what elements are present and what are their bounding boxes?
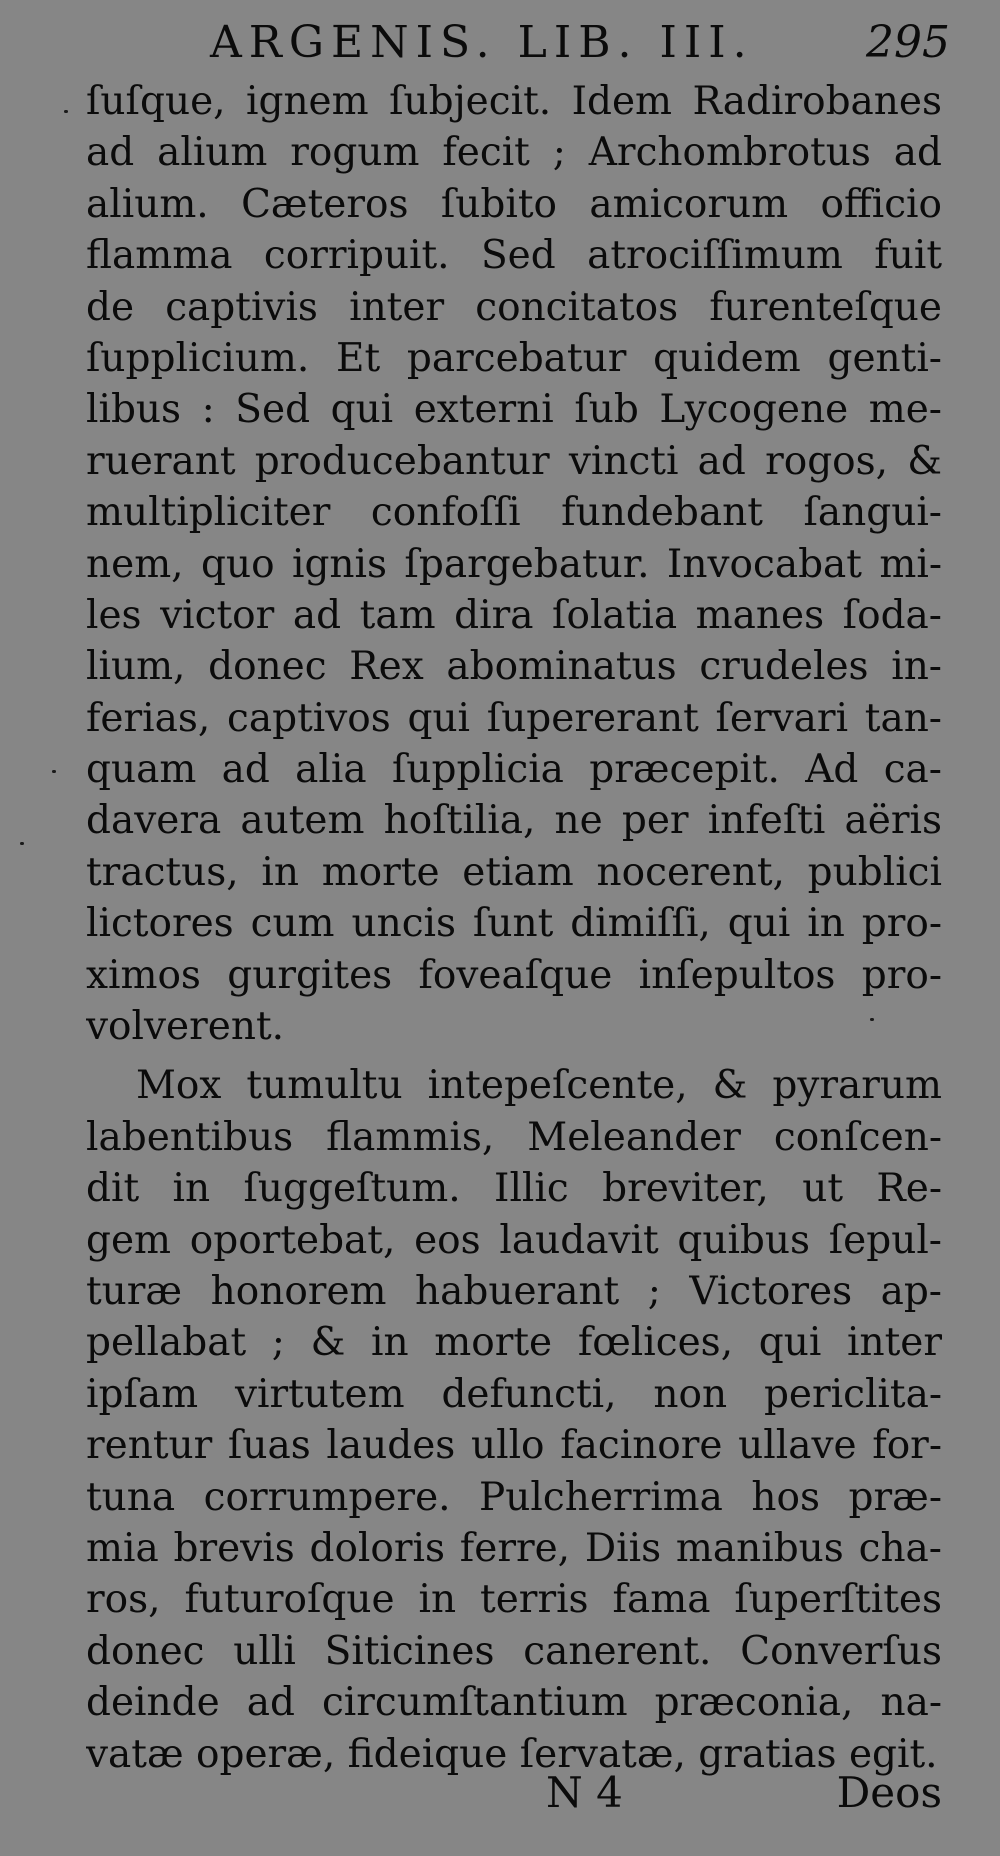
text-line: davera autem hoſtilia, ne per infeſti aëris — [86, 798, 942, 844]
paragraph — [86, 76, 942, 1052]
text-line: ſuſque, ignem ſubjecit. Idem Radirobanes — [86, 79, 942, 124]
text-line: mia brevis doloris ferre, Diis manibus cha- — [86, 1525, 942, 1571]
text-line: turæ honorem habuerant ; Victores ap- — [86, 1268, 942, 1314]
text-line: ximos gurgites foveaſque inſepultos pro- — [86, 952, 942, 998]
page-footer — [86, 1768, 942, 1818]
paragraph-gap — [86, 1052, 942, 1060]
ink-speck — [870, 1018, 874, 1021]
text-line: ruerant producebantur vincti ad rogos, & — [86, 438, 942, 484]
text-line: lium, donec Rex abominatus crudeles in- — [86, 644, 942, 690]
text-line: alium. Cæteros ſubito amicorum officio — [86, 181, 942, 227]
text-line: tuna corrumpere. Pulcherrima hos præ- — [86, 1474, 942, 1520]
text-line: labentibus flammis, Meleander conſcen- — [86, 1114, 942, 1160]
text-line: rentur ſuas laudes ullo facinore ullave for- — [86, 1423, 942, 1469]
page-number: 295 — [866, 17, 950, 68]
text-line: ſupplicium. Et parcebatur quidem genti- — [86, 335, 942, 381]
text-line: deinde ad circumſtantium præconia, na- — [86, 1680, 942, 1726]
page-header — [210, 18, 950, 68]
catchword: Deos — [836, 1768, 942, 1817]
text-line: flamma corripuit. Sed atrociſſimum fuit — [86, 233, 942, 279]
text-line: ad alium rogum fecit ; Archombrotus ad — [86, 130, 942, 176]
text-line: ros, futuroſque in terris fama ſuperſtites — [86, 1577, 942, 1623]
signature-mark: N 4 — [546, 1768, 623, 1817]
text-line: pellabat ; & in morte fœlices, qui inter — [86, 1320, 942, 1366]
text-line: volverent. — [86, 1004, 285, 1050]
ink-speck — [64, 110, 68, 113]
text-line: ferias, captivos qui ſupererant ſervari tan- — [86, 695, 942, 741]
ink-speck — [52, 770, 56, 773]
text-line: multipliciter confoſſi fundebant ſangui- — [86, 490, 942, 536]
text-line: quam ad alia ſupplicia præcepit. Ad ca- — [86, 747, 942, 793]
text-line: les victor ad tam dira ſolatia manes ſoda- — [86, 592, 942, 638]
text-line: dit in ſuggeſtum. Illic breviter, ut Re- — [86, 1166, 942, 1212]
paragraph — [86, 1060, 942, 1779]
text-line: nem, quo ignis ſpargebatur. Invocabat mi- — [86, 541, 942, 587]
text-line: de captivis inter concitatos furenteſque — [86, 284, 942, 330]
text-line: lictores cum uncis ſunt dimiſſi, qui in pro- — [86, 901, 942, 947]
text-line: Mox tumultu intepeſcente, & pyrarum — [136, 1063, 942, 1109]
text-line: donec ulli Siticines canerent. Converſus — [86, 1628, 942, 1674]
text-line: ipſam virtutem defuncti, non periclita- — [86, 1371, 942, 1417]
text-line: libus : Sed qui externi ſub Lycogene me- — [86, 387, 942, 433]
text-line: tractus, in morte etiam nocerent, publici — [86, 849, 942, 895]
ink-speck — [20, 842, 24, 845]
text-line: vatæ operæ, fideique ſervatæ, gratias egit. — [86, 1731, 938, 1777]
body-text — [86, 76, 942, 1780]
text-line: gem oportebat, eos laudavit quibus ſepul- — [86, 1217, 942, 1263]
running-title: ARGENIS. LIB. III. — [210, 17, 754, 68]
